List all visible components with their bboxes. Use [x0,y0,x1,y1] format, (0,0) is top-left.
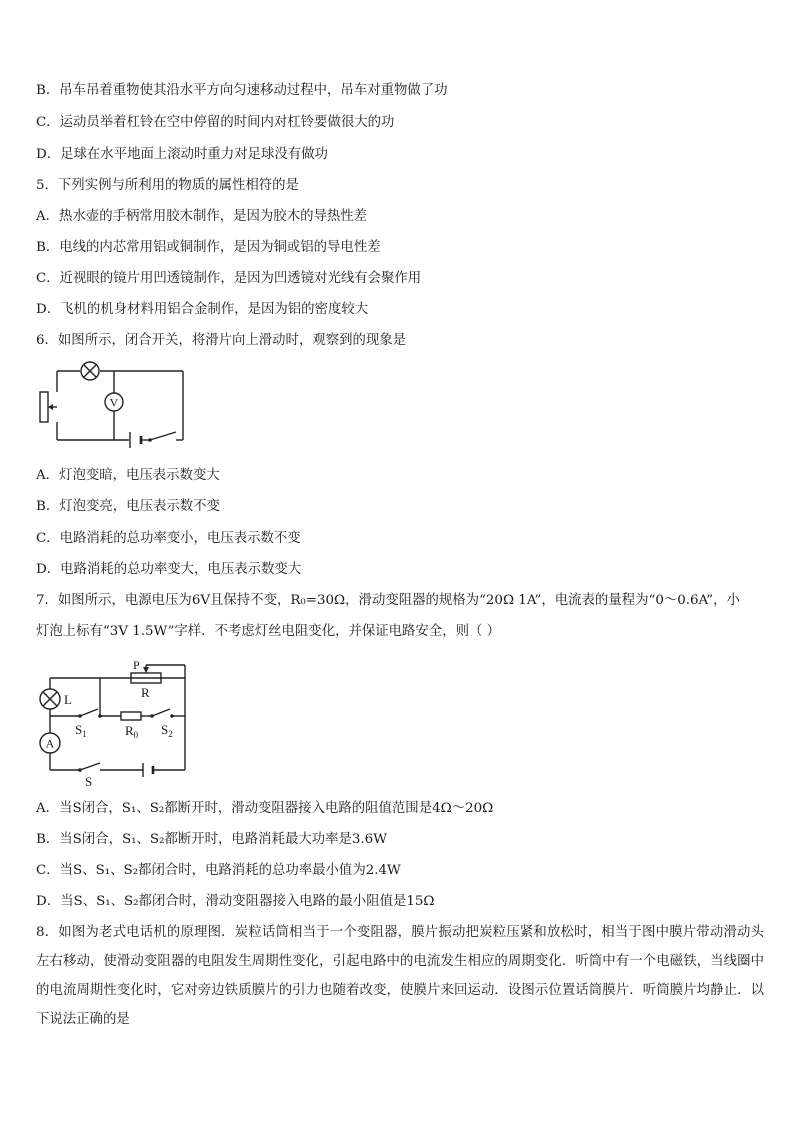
option-d-q7: D．当S、S₁、S₂都闭合时，滑动变阻器接入电路的最小阻值是15Ω [36,894,435,909]
option-b-q6: B．灯泡变亮，电压表示数不变 [36,499,220,514]
option-c-q6: C．电路消耗的总功率变小，电压表示数不变 [36,531,301,546]
option-a-q7: A．当S闭合，S₁、S₂都断开时，滑动变阻器接入电路的阻值范围是4Ω～20Ω [36,801,494,816]
label-l: L [64,692,72,707]
label-s1: $S_1$ [75,722,87,739]
question-5: 5．下列实例与所利用的物质的属性相符的是 [36,178,299,193]
label-p: P [133,658,140,672]
option-c-q7: C．当S、S₁、S₂都闭合时，电路消耗的总功率最小值为2.4W [36,863,401,878]
option-d-q6: D．电路消耗的总功率变大，电压表示数变大 [36,562,302,577]
option-a-q6: A．灯泡变暗，电压表示数变大 [36,468,220,483]
label-s: S [85,774,93,789]
resistor-r0-icon [121,712,141,720]
question-7-line-2: 灯泡上标有“3V 1.5W”字样．不考虑灯丝电阻变化，并保证电路安全，则（ ） [36,624,501,639]
ammeter-icon [40,733,60,753]
question-6: 6．如图所示，闭合开关，将滑片向上滑动时，观察到的现象是 [36,333,407,348]
question-8: 8．如图为老式电话机的原理图．炭粒话筒相当于一个变阻器，膜片振动把炭粒压紧和放松时，相当于图中膜片带动滑动头左右移动，使滑动变阻器的电阻发生周期性变化，引起电路中的电流发生相应的周期变化．听筒中有一个电磁铁，当线圈中的电流周期性变化时，它对旁边铁质膜片的引力也随着改变，使膜片来回运动．设图示位置话筒膜片．听筒膜片均静止．以下说法正确的是 [36,925,764,1027]
label-r: R [141,685,150,700]
switch-s-icon [78,768,82,772]
question-7-line-1: 7．如图所示，电源电压为6V且保持不变，R₀=30Ω，滑动变阻器的规格为“20Ω 1A”，电流表的量程为“0～0.6A”，小 [36,593,740,608]
battery-icon [143,763,153,777]
option-b-q4: B．吊车吊着重物使其沿水平方向匀速移动过程中，吊车对重物做了功 [36,83,448,98]
option-d-q4: D．足球在水平地面上滚动时重力对足球没有做功 [36,147,328,162]
svg-text:V: V [109,395,119,410]
option-a-q5: A．热水壶的手柄常用胶木制作，是因为胶木的导热性差 [36,209,368,224]
option-b-q7: B．当S闭合，S₁、S₂都断开时，电路消耗最大功率是3.6W [36,832,387,847]
option-d-q5: D．飞机的机身材料用铝合金制作，是因为铝的密度较大 [36,302,369,317]
switch-s2-icon [150,709,174,718]
label-s2: $S_2$ [161,722,173,739]
option-c-q4: C．运动员举着杠铃在空中停留的时间内对杠铃要做很大的功 [36,115,395,130]
bulb-icon [40,689,60,709]
option-c-q5: C．近视眼的镜片用凹透镜制作，是因为凹透镜对光线有会聚作用 [36,271,422,286]
label-r0: $R_0$ [125,723,139,740]
option-b-q5: B．电线的内芯常用铝或铜制作，是因为铜或铝的导电性差 [36,240,381,255]
switch-s1-icon [78,709,102,718]
svg-text:A: A [45,736,55,751]
